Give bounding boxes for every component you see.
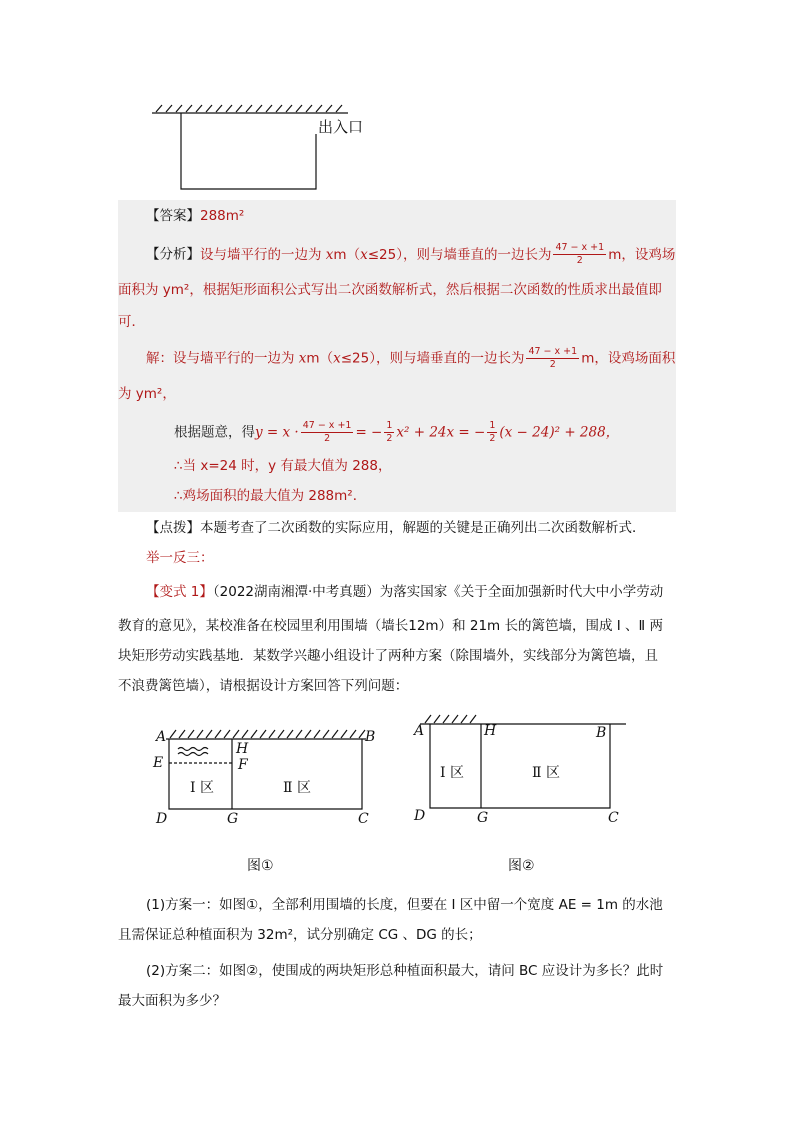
section-heading: 举一反三： [146,550,214,566]
fig2-label-B: B [596,725,607,741]
question-2-line-2: 最大面积为多少？ [118,993,226,1009]
problem-line-2: 教育的意见》，某校准备在校园里利用围墙（墙长12m）和 21m 长的篱笆墙，围成 Ⅰ 、Ⅱ 两 [118,618,663,634]
problem-line-3: 块矩形劳动实践基地．某数学兴趣小组设计了两种方案（除围墙外，实线部分为篱笆墙，且 [118,648,658,664]
fig2-label-H: H [484,723,497,739]
solution-line-5: ∴鸡场面积的最大值为 288m²． [174,488,367,504]
fig1-zone-1: Ⅰ 区 [190,780,214,796]
fig1-label-A: A [156,729,167,745]
problem-line-1: 【变式 1】（2022湖南湘潭·中考真题）为落实国家《关于全面加强新时代大中小学劳动 [146,584,664,600]
analysis-line-2: 面积为 ym²，根据矩形面积公式写出二次函数解析式，然后根据二次函数的性质求出最值即 [118,282,662,298]
tip-text: 本题考查了二次函数的实际应用，解题的关键是正确列出二次函数解析式． [200,520,646,536]
fig1-label-B: B [365,729,376,745]
exit-label: 出入口 [318,118,364,136]
question-1-line-1: (1)方案一：如图①，全部利用围墙的长度，但要在 Ⅰ 区中留一个宽度 AE = 1m 的水池 [146,897,663,913]
solution-fraction: $\frac{47 - x +1}{2}$ [528,346,578,370]
figure-1 [166,725,366,815]
fig1-caption: 图① [247,858,274,874]
fig1-label-G: G [227,811,239,827]
tip-line [146,518,646,538]
fig2-caption: 图② [508,858,535,874]
analysis-fraction: $\frac{47 - x +1}{2}$ [555,242,605,266]
solution-line-1: 解：设与墙平行的一边为 xm（x≤25），则与墙垂直的一边长为 $\frac{47 - x +1}{2}$ m，设鸡场面积 [146,346,676,370]
analysis-tag: 【分析】 [146,246,200,263]
fig1-label-H: H [236,741,249,757]
analysis-line-3: 可． [118,314,145,330]
fig2-label-C: C [608,810,619,826]
question-1-line-2: 且需保证总种植面积为 32m²，试分别确定 CG 、DG 的长； [118,927,482,943]
analysis-line-1: 【分析】设与墙平行的一边为 xm（x≤25），则与墙垂直的一边长为 $\frac{47 - x +1}{2}$ m，设鸡场 [146,242,676,266]
solution-line-4: ∴当 x=24 时，y 有最大值为 288， [174,458,392,474]
answer-tag: 【答案】 [146,208,200,224]
solution-line-3: 根据题意，得y = x · $\frac{47 - x +1}{2}$ = − $\frac{1}{2}$ x² + 24x = − $\frac{1}{2}$ (x − 24)² + 288， [174,420,620,444]
fig2-label-D: D [414,808,426,824]
answer-line [146,206,244,226]
fig2-zone-2: Ⅱ 区 [532,765,560,781]
question-2-line-1: (2)方案二：如图②，使围成的两块矩形总种植面积最大，请问 BC 应设计为多长？此时 [146,963,664,979]
fig1-label-F: F [238,757,248,773]
fig1-zone-2: Ⅱ 区 [283,780,311,796]
fig2-zone-1: Ⅰ 区 [440,765,464,781]
fig2-label-A: A [414,723,425,739]
fig1-label-D: D [156,811,168,827]
tip-tag: 【点拨】 [146,520,200,536]
fig1-label-E: E [153,755,164,771]
solution-line-2: 为 ym²， [118,386,176,402]
fig1-label-C: C [358,811,369,827]
answer-value: 288m² [200,208,245,224]
fig2-label-G: G [477,810,489,826]
problem-line-4: 不浪费篱笆墙），请根据设计方案回答下列问题： [118,678,409,694]
